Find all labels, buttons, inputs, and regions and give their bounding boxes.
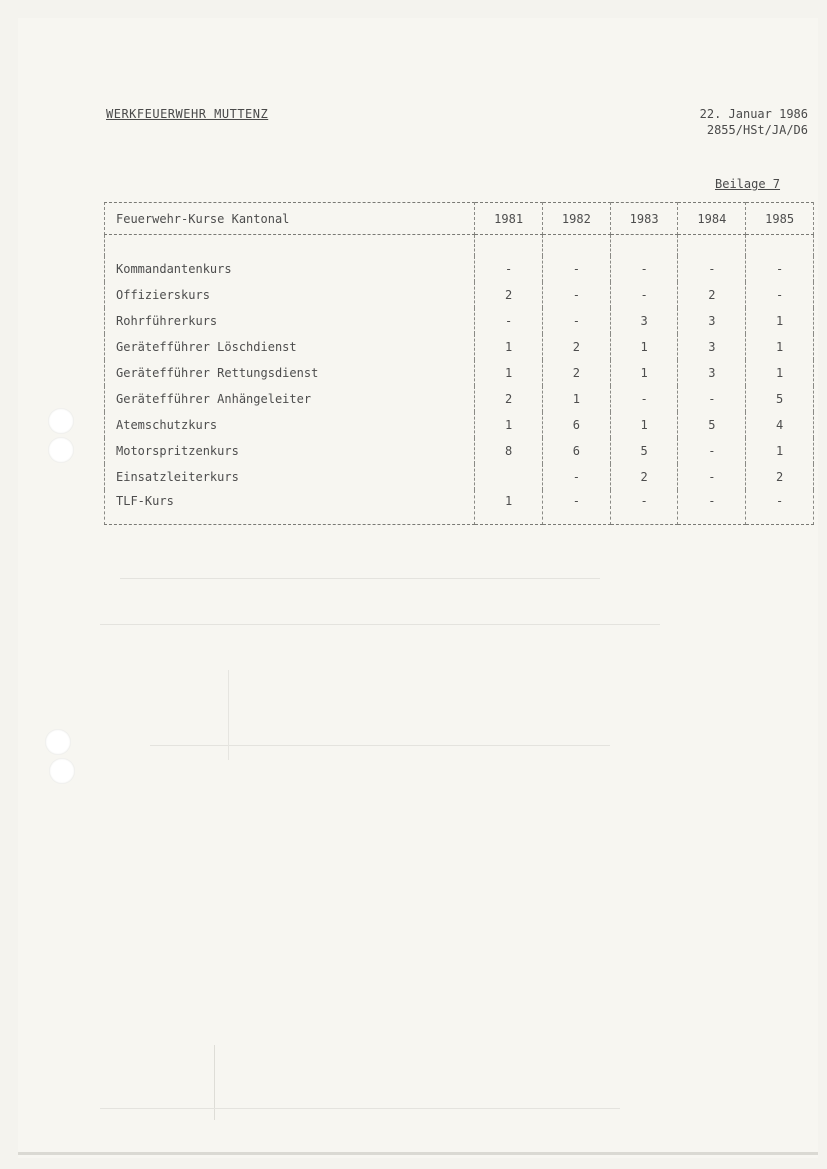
table-row xyxy=(105,412,814,438)
course-count-cell: 2 xyxy=(746,464,814,490)
course-count-cell: - xyxy=(542,308,610,334)
punch-hole xyxy=(48,437,74,463)
punch-hole xyxy=(48,408,74,434)
course-name: Atemschutzkurs xyxy=(105,412,475,438)
course-count-cell: 1 xyxy=(746,438,814,464)
course-name: Rohrführerkurs xyxy=(105,308,475,334)
course-count-cell: 4 xyxy=(746,412,814,438)
table-title: Feuerwehr-Kurse Kantonal xyxy=(105,203,475,235)
course-count-cell: 1 xyxy=(746,334,814,360)
table-row xyxy=(105,490,814,525)
courses-table xyxy=(104,202,814,525)
course-count-cell: - xyxy=(542,282,610,308)
course-count-cell: - xyxy=(746,282,814,308)
bleed-through-line xyxy=(100,624,660,625)
course-count-cell: 3 xyxy=(610,308,678,334)
course-count-cell: - xyxy=(610,256,678,282)
reference-number: 2855/HSt/JA/D6 xyxy=(706,123,808,137)
course-count-cell: - xyxy=(678,438,746,464)
course-count-cell: 1 xyxy=(610,412,678,438)
course-count-cell: 3 xyxy=(678,308,746,334)
course-count-cell: - xyxy=(678,386,746,412)
year-header: 1983 xyxy=(610,203,678,235)
page-bottom-edge xyxy=(18,1152,818,1155)
course-count-cell: 2 xyxy=(678,282,746,308)
course-count-cell: 5 xyxy=(746,386,814,412)
bleed-through-line xyxy=(120,578,600,579)
course-count-cell: - xyxy=(475,308,543,334)
course-count-cell: 8 xyxy=(475,438,543,464)
course-count-cell: - xyxy=(610,386,678,412)
course-count-cell: 2 xyxy=(542,334,610,360)
organization-name: WERKFEUERWEHR MUTTENZ xyxy=(106,107,269,121)
year-header: 1981 xyxy=(475,203,543,235)
table-row xyxy=(105,464,814,490)
course-count-cell: 3 xyxy=(678,360,746,386)
attachment-label: Beilage 7 xyxy=(715,177,781,191)
table-row xyxy=(105,308,814,334)
course-count-cell: 1 xyxy=(475,360,543,386)
course-count-cell: 1 xyxy=(746,308,814,334)
course-name: Kommandantenkurs xyxy=(105,256,475,282)
course-name: Motorspritzenkurs xyxy=(105,438,475,464)
course-count-cell: - xyxy=(542,464,610,490)
course-name: Gerätefführer Anhängeleiter xyxy=(105,386,475,412)
spacer-row xyxy=(105,235,814,257)
bleed-through-line xyxy=(100,1108,620,1109)
course-count-cell: 5 xyxy=(610,438,678,464)
course-name: Gerätefführer Löschdienst xyxy=(105,334,475,360)
year-header: 1985 xyxy=(746,203,814,235)
punch-hole xyxy=(49,758,75,784)
course-count-cell: 3 xyxy=(678,334,746,360)
course-count-cell: - xyxy=(746,256,814,282)
course-count-cell xyxy=(475,464,543,490)
bleed-through-line xyxy=(150,745,610,746)
course-count-cell: - xyxy=(475,256,543,282)
course-count-cell: 1 xyxy=(475,490,543,525)
table-row xyxy=(105,256,814,282)
year-header: 1984 xyxy=(678,203,746,235)
table-row xyxy=(105,282,814,308)
bleed-through-line xyxy=(228,670,229,760)
course-count-cell: 1 xyxy=(475,412,543,438)
course-count-cell: 2 xyxy=(475,386,543,412)
punch-hole xyxy=(45,729,71,755)
course-count-cell: 1 xyxy=(746,360,814,386)
course-count-cell: 1 xyxy=(610,334,678,360)
course-count-cell: 1 xyxy=(475,334,543,360)
course-count-cell: - xyxy=(610,490,678,525)
course-name: Gerätefführer Rettungsdienst xyxy=(105,360,475,386)
course-name: TLF-Kurs xyxy=(105,490,475,525)
year-header: 1982 xyxy=(542,203,610,235)
course-count-cell: 6 xyxy=(542,412,610,438)
course-count-cell: - xyxy=(610,282,678,308)
course-count-cell: 2 xyxy=(610,464,678,490)
course-count-cell: 2 xyxy=(475,282,543,308)
course-count-cell: 2 xyxy=(542,360,610,386)
course-count-cell: - xyxy=(678,256,746,282)
course-count-cell: - xyxy=(678,464,746,490)
table-row xyxy=(105,386,814,412)
table-header-row xyxy=(105,203,814,235)
course-count-cell: - xyxy=(542,256,610,282)
course-count-cell: - xyxy=(746,490,814,525)
document-date: 22. Januar 1986 xyxy=(699,107,808,121)
course-count-cell: 5 xyxy=(678,412,746,438)
table-row xyxy=(105,334,814,360)
table-row xyxy=(105,438,814,464)
table-row xyxy=(105,360,814,386)
course-name: Einsatzleiterkurs xyxy=(105,464,475,490)
course-name: Offizierskurs xyxy=(105,282,475,308)
course-count-cell: 1 xyxy=(610,360,678,386)
date-block xyxy=(668,106,808,138)
course-count-cell: - xyxy=(542,490,610,525)
paper-sheet xyxy=(18,18,818,1158)
course-count-cell: 6 xyxy=(542,438,610,464)
course-count-cell: 1 xyxy=(542,386,610,412)
course-count-cell: - xyxy=(678,490,746,525)
